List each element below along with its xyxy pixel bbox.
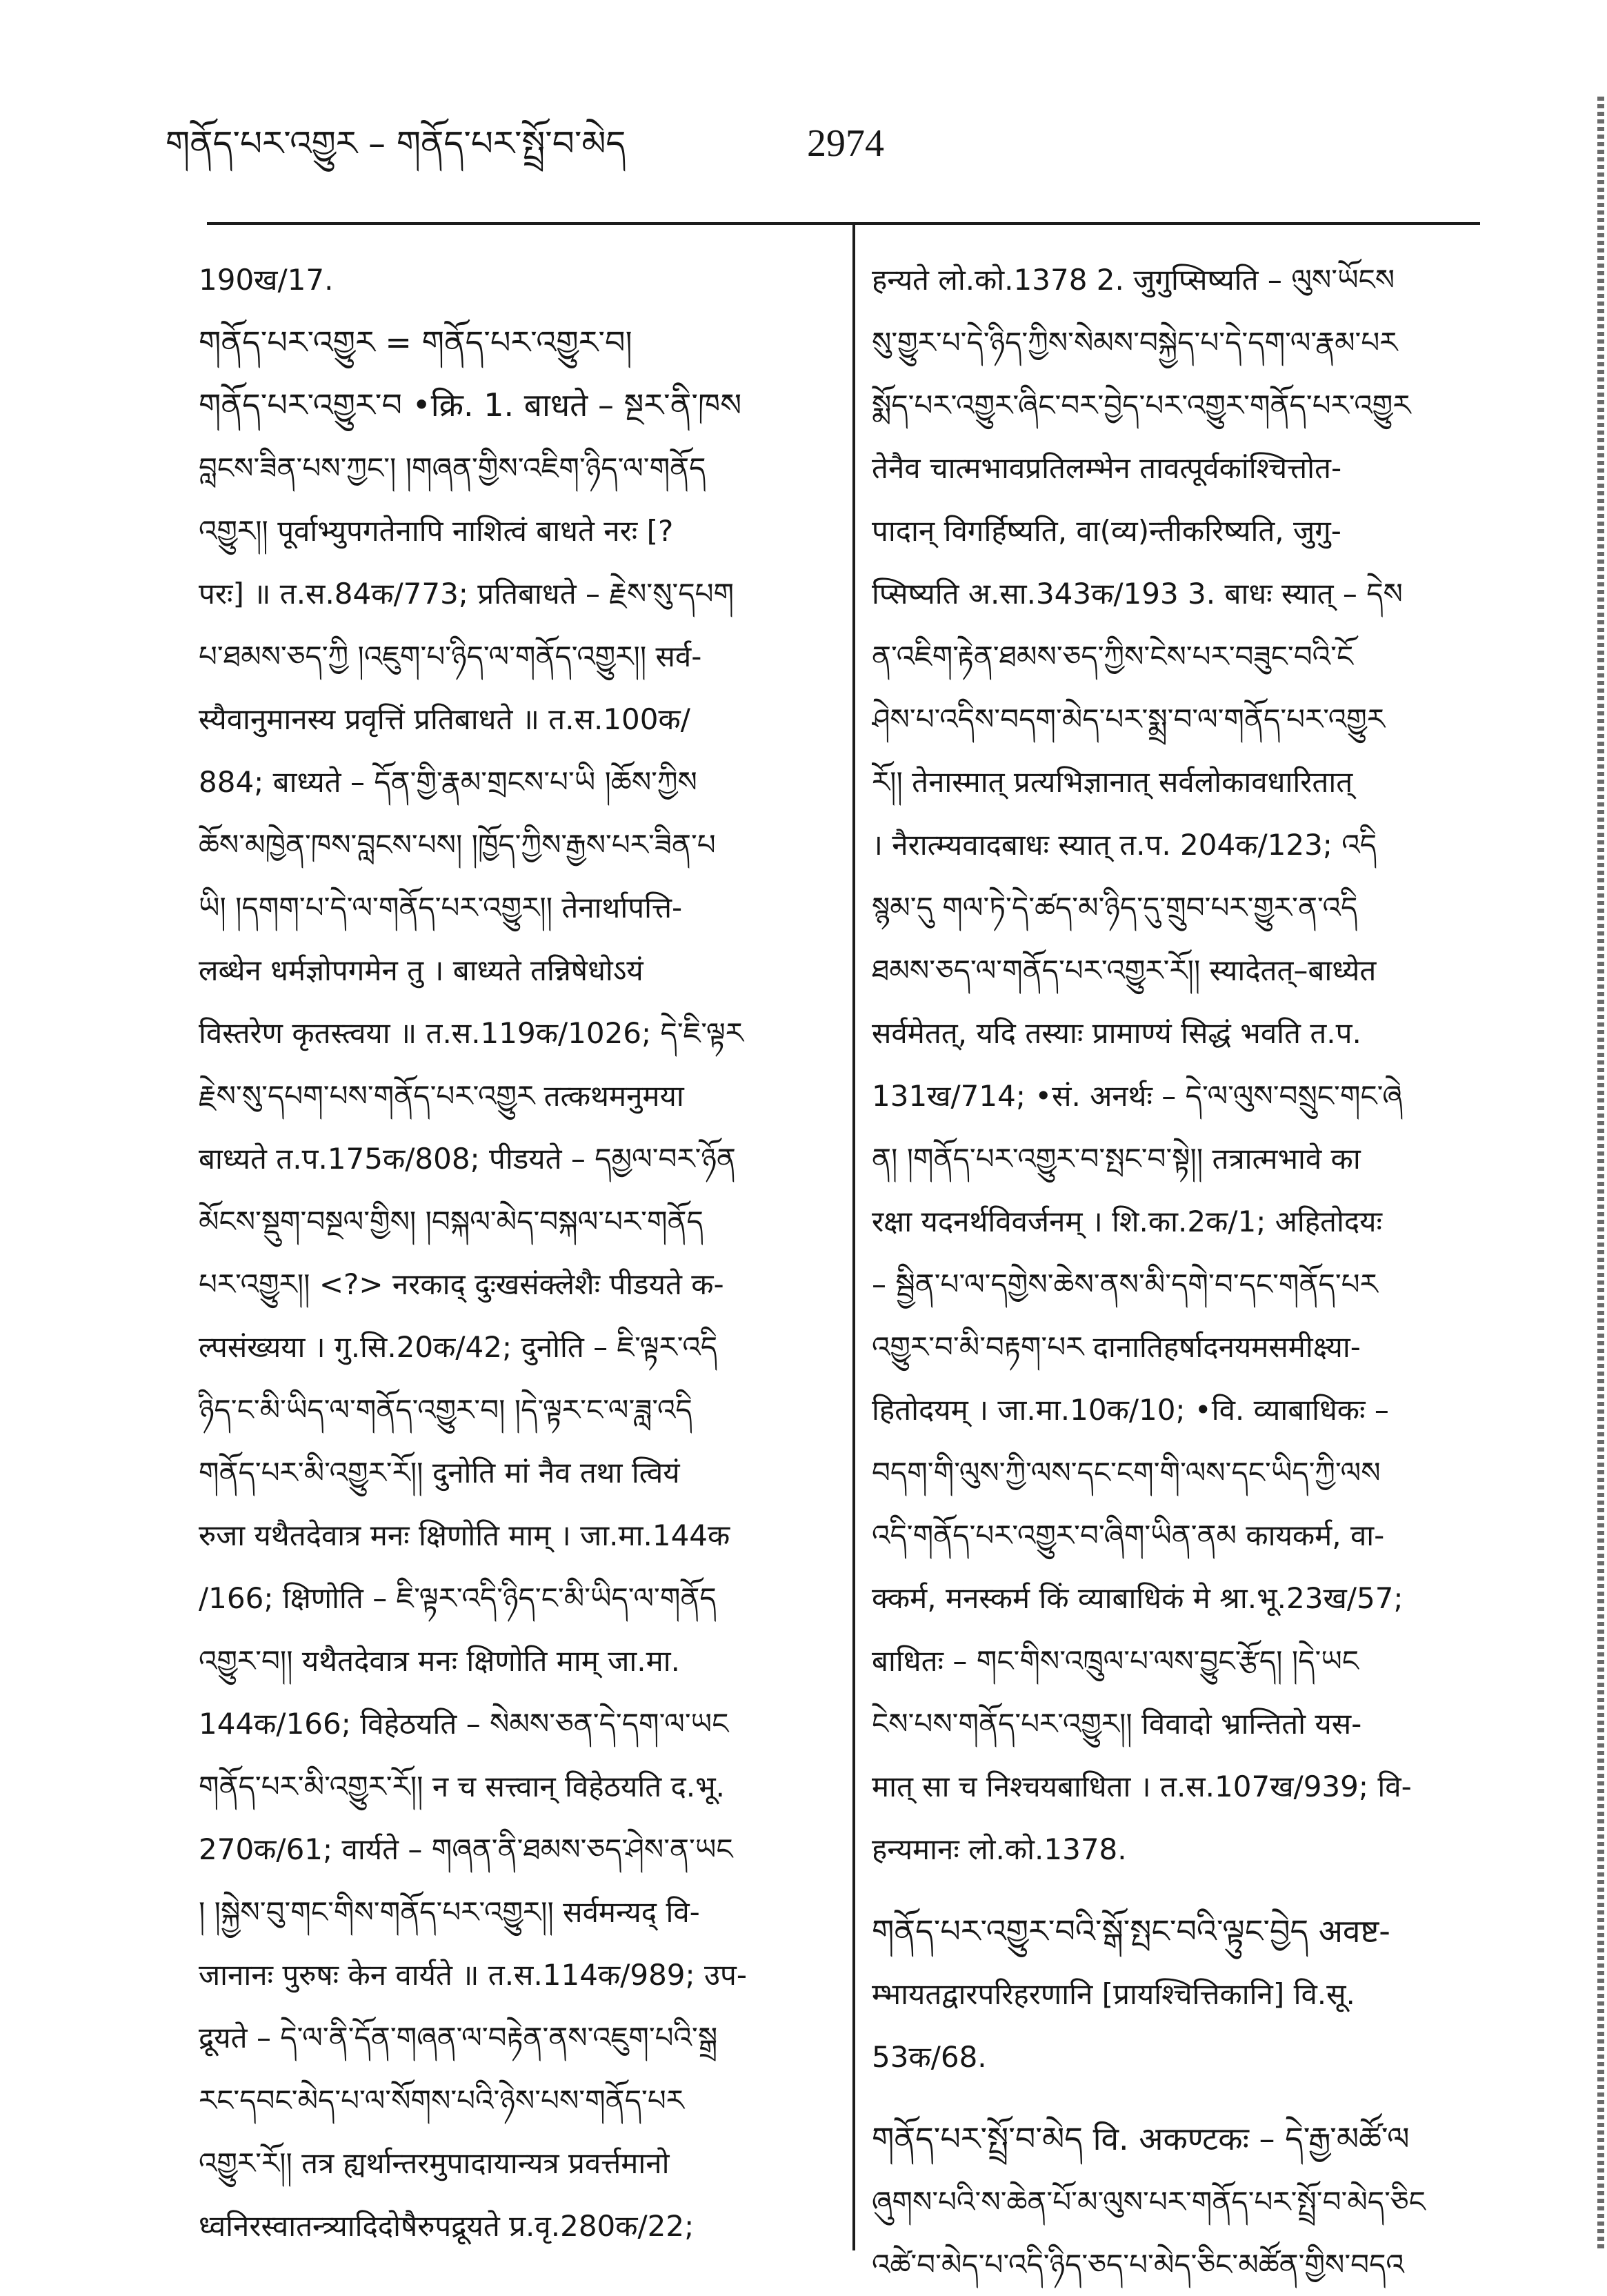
text-line: पादान् विगर्हिष्यति, वा(व्य)न्तीकरिष्यति, जुगु- <box>872 514 1341 548</box>
header-rule <box>207 222 1480 225</box>
text-line: གནོད་པར་འགྱུར་བའི་སྒོ་སྤང་བའི་ལྟུང་བྱེད अवष्ट- <box>872 1912 1390 1950</box>
text-line: क्कर्म, मनस्कर्म किं व्याबाधिकं मे श्रा.भू.23ख/57; <box>872 1581 1404 1615</box>
text-line: परः] ॥ त.स.84क/773; प्रतिबाधते – རྗེས་སུ་དཔག <box>199 577 735 611</box>
text-line: པ་ཐམས་ཅད་ཀྱི །འཇུག་པ་ཉིད་ལ་གནོད་འགྱུར།། सर्व- <box>199 640 702 673</box>
text-line: लब्धेन धर्मज्ञोपगमेन तु । बाध्यते तन्निषेधोऽयं <box>199 953 643 987</box>
text-line: 53क/68. <box>872 2040 987 2074</box>
text-line: བླངས་ཟིན་པས་ཀྱང་། །གཞན་གྱིས་འཇིག་ཉིད་ལ་གནོད <box>199 451 706 485</box>
text-line: हितोदयम् । जा.मा.10क/10; •वि. व्याबाधिकः – <box>872 1393 1389 1427</box>
text-line: म्भायतद्वारपरिहरणानि [प्रायश्चित्तिकानि] वि.सू. <box>872 1977 1355 2011</box>
page-number: 2974 <box>807 122 884 165</box>
text-line: ཤེས་པ་འདིས་བདག་མེད་པར་སྨྲ་བ་ལ་གནོད་པར་འགྱུར <box>872 702 1385 736</box>
text-line: འགྱུར་རོ།། तत्र ह्यर्थान्तरमुपादायान्यत्र प्रवर्त्तमानो <box>199 2146 670 2180</box>
text-line: रक्षा यदनर्थविवर्जनम् । शि.का.2क/1; अहितोदयः <box>872 1205 1382 1238</box>
right-column <box>872 248 1472 2296</box>
text-line: སྨོད་པར་འགྱུར་ཞིང་བར་བྱེད་པར་འགྱུར་གནོད་པར་འགྱུར <box>872 388 1411 422</box>
text-line: रुजा यथैतदेवात्र मनः क्षिणोति माम् । जा.मा.144क <box>199 1518 730 1552</box>
text-line: सर्वमेतत्, यदि तस्याः प्रामाण्यं सिद्धं भवति त.प. <box>872 1016 1361 1050</box>
text-line: རྗེས་སུ་དཔག་པས་གནོད་པར་འགྱུར तत्कथमनुमया <box>199 1079 684 1113</box>
text-line: རང་དབང་མེད་པ་ལ་སོགས་པའི་ཉེས་པས་གནོད་པར <box>199 2084 684 2117</box>
text-line: /166; क्षिणोति – ཇི་ལྟར་འདི་ཉིད་ང་མི་ཡིད་ལ་གནོད <box>199 1581 717 1615</box>
text-line: 190ख/17. <box>199 263 334 297</box>
text-line: विस्तरेण कृतस्त्वया ॥ त.स.119क/1026; དེ་ཇི་ལྟར <box>199 1016 743 1050</box>
text-line: ཡི། །དགག་པ་དེ་ལ་གནོད་པར་འགྱུར།། तेनार्थापत्ति- <box>199 891 683 924</box>
text-line: གནོད་པར་སྤྲོ་བ་མེད वि. अकण्टकः – དེ་རྒྱ་མཚོ་ལ <box>872 2120 1410 2157</box>
text-line: གནོད་པར་མི་འགྱུར་རོ།། न च सत्त्वान् विहेठयति द.भू. <box>199 1770 726 1803</box>
text-line: बाध्यते त.प.175क/808; पीडयते – དམྱལ་བར་ཉོན <box>199 1142 736 1176</box>
running-head: གནོད་པར་འགྱུར – གནོད་པར་སྤྲོ་བ་མེད <box>166 123 626 164</box>
text-line: འདི་གནོད་པར་འགྱུར་བ་ཞིག་ཡིན་ནམ कायकर्म, वा- <box>872 1518 1385 1552</box>
text-line: མོངས་སྡུག་བསྔལ་གྱིས། །བསྐལ་མེད་བསྐལ་པར་གནོད <box>199 1205 703 1238</box>
text-line: द्रूयते – དེ་ལ་ནི་དོན་གཞན་ལ་བརྟེན་ནས་འཇུག་པའི་སྒྲ <box>199 2021 718 2055</box>
text-line: 131ख/714; •सं. अनर्थः – དེ་ལ་ལུས་བསྲུང་གང་ཞེ <box>872 1079 1403 1113</box>
text-line: ल्पसंख्यया । गु.सि.20क/42; दुनोति – ཇི་ལྟར་འདི <box>199 1330 718 1364</box>
text-line: – སྦྱིན་པ་ལ་དགྱེས་ཆེས་ནས་མི་དགེ་བ་དང་གནོད་པར <box>872 1267 1378 1301</box>
text-line: ན། །གནོད་པར་འགྱུར་བ་སྤང་བ་སྟེ།། तत्रात्मभावे का <box>872 1142 1361 1176</box>
text-line: प्सिष्यति अ.सा.343क/193 3. बाधः स्यात् – དེས <box>872 577 1403 611</box>
text-line: तेनैव चात्मभावप्रतिलम्भेन तावत्पूर्वकांश्चित्तोत- <box>872 451 1342 485</box>
text-line: ཆོས་མཁྱེན་ཁས་བླངས་པས། །ཁྱོད་ཀྱིས་རྒྱས་པར་ཟིན་པ <box>199 828 716 862</box>
text-line: 144क/166; विहेठयति – སེམས་ཅན་དེ་དག་ལ་ཡང <box>199 1707 729 1741</box>
text-line: ངེས་པས་གནོད་པར་འགྱུར།། विवादो भ्रान्तितो यस- <box>872 1707 1362 1741</box>
text-line: ། །སྐྱེས་བུ་གང་གིས་གནོད་པར་འགྱུར།། सर्वमन्यद् वि- <box>199 1895 700 1929</box>
text-line: ध्वनिरस्वातन्त्र्यादिदोषैरुपद्रूयते प्र.वृ.280क/22; <box>199 2209 695 2243</box>
text-line: 884; बाध्यते – དོན་གྱི་རྣམ་གྲངས་པ་ཡི །ཆོས་ཀྱིས <box>199 765 697 799</box>
text-line: 270क/61; वार्यते – གཞན་ནི་ཐམས་ཅད་ཤེས་ན་ཡང <box>199 1832 733 1866</box>
text-line: ཐམས་ཅད་ལ་གནོད་པར་འགྱུར་རོ།། स्यादेतत्–बाध्येत <box>872 953 1377 987</box>
column-divider <box>852 222 855 2250</box>
scan-edge-artifact <box>1597 97 1604 2249</box>
text-line: གནོད་པར་འགྱུར = གནོད་པར་འགྱུར་བ། <box>199 324 632 361</box>
text-line: སྙམ་དུ གལ་ཏེ་དེ་ཚད་མ་ཉིད་དུ་གྲུབ་པར་གྱུར་ན་འདི <box>872 891 1358 924</box>
text-line: འགྱུར་བ་མི་བརྟག་པར दानातिहर्षादनयमसमीक्ष्या- <box>872 1330 1361 1364</box>
text-line: हन्यते लो.को.1378 2. जुगुप्सिष्यति – ལུས་ཡོངས <box>872 263 1395 297</box>
text-line: འཚེ་བ་མེད་པ་འདི་ཉིད་ཅད་པ་མེད་ཅིང་མཚོན་གྱིས་བདའ <box>872 2248 1404 2282</box>
text-line: । नैरात्म्यवादबाधः स्यात् त.प. 204क/123; འདི <box>872 828 1377 862</box>
text-line: बाधितः – གང་གིས་འཁྲུལ་པ་ལས་བྱུང་རྩོད། །དེ་ཡང <box>872 1644 1359 1678</box>
text-line: ཞུགས་པའི་ས་ཆེན་པོ་མ་ལུས་པར་གནོད་པར་སྤྲོ་བ་མེད་ཅིང <box>872 2185 1426 2219</box>
text-line: འགྱུར་བ།། यथैतदेवात्र मनः क्षिणोति माम् जा.मा. <box>199 1644 681 1678</box>
text-line: जानानः पुरुषः केन वार्यते ॥ त.स.114क/989; उप- <box>199 1958 748 1992</box>
text-line: གནོད་པར་མི་འགྱུར་རོ།། दुनोति मां नैव तथा त्वियं <box>199 1456 680 1490</box>
text-line: འགྱུར།། पूर्वाभ्युपगतेनापि नाशित्वं बाधते नरः [? <box>199 514 674 548</box>
text-line: ན་འཇིག་རྟེན་ཐམས་ཅད་ཀྱིས་ངེས་པར་བཟུང་བའི་ངོ <box>872 640 1354 673</box>
text-line: मात् सा च निश्चयबाधिता । त.स.107ख/939; वि- <box>872 1770 1412 1803</box>
left-column <box>199 248 833 2257</box>
text-line: སུ་གྱུར་པ་དེ་ཉིད་ཀྱིས་སེམས་བསྐྱེད་པ་དེ་དག་ལ་རྣམ་པར <box>872 326 1398 359</box>
text-line: རོ།། तेनास्मात् प्रत्यभिज्ञानात् सर्वलोकावधारितात् <box>872 765 1353 799</box>
text-line: གནོད་པར་འགྱུར་བ •क्रि. 1. बाधते – སྔར་ནི་ཁས <box>199 386 742 424</box>
text-line: हन्यमानः लो.को.1378. <box>872 1832 1127 1866</box>
text-line: स्यैवानुमानस्य प्रवृत्तिं प्रतिबाधते ॥ त.स.100क/ <box>199 702 690 736</box>
text-line: བདག་གི་ལུས་ཀྱི་ལས་དང་ངག་གི་ལས་དང་ཡིད་ཀྱི་ལས <box>872 1456 1381 1490</box>
text-line: ཉིད་ང་མི་ཡིད་ལ་གནོད་འགྱུར་བ། །དེ་ལྟར་ང་ལ་ཟླ་འདི <box>199 1393 692 1427</box>
text-line: པར་འགྱུར།། <?> नरकाद् दुःखसंक्लेशैः पीडयते क- <box>199 1267 724 1301</box>
